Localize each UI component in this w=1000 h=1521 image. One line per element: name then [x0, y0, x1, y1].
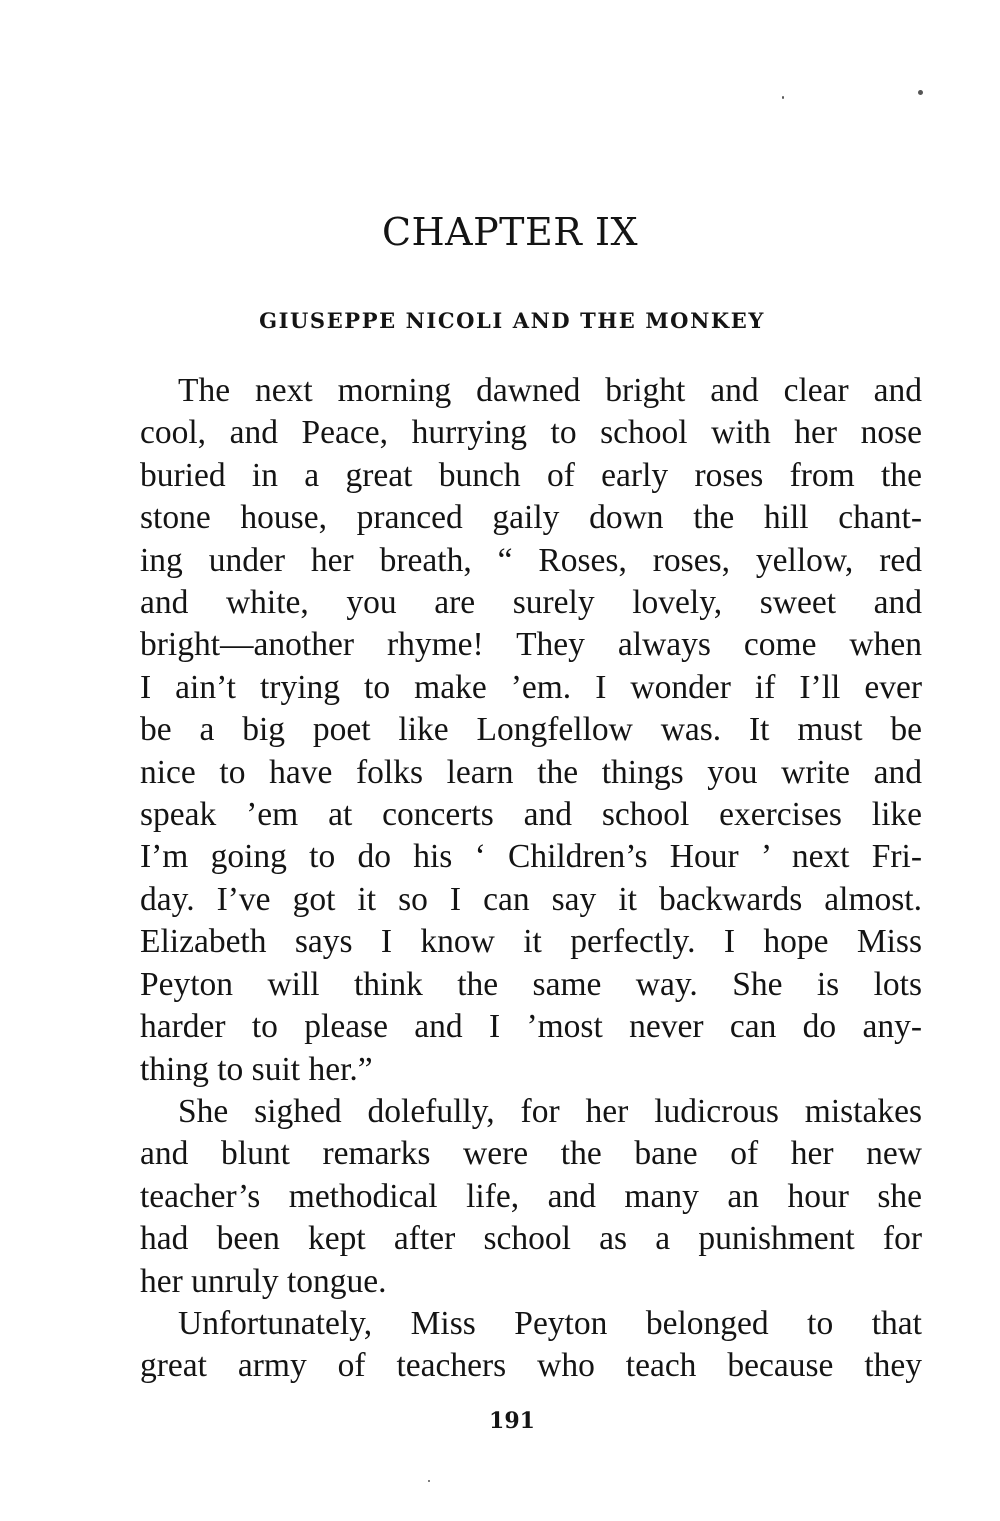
text-line: Peyton will think the same way. She is lots	[140, 965, 922, 1003]
text-line: and blunt remarks were the bane of her new	[140, 1135, 922, 1173]
scan-speck	[782, 96, 784, 99]
text-line: stone house, pranced gaily down the hill chant-	[140, 499, 922, 537]
text-line: her unruly tongue.	[140, 1262, 387, 1300]
scan-speck	[918, 90, 923, 95]
text-line: bright—another rhyme! They always come when	[140, 626, 922, 664]
text-line: harder to please and I ’most never can do any-	[140, 1008, 922, 1046]
text-line: I ain’t trying to make ’em. I wonder if I’ll ever	[140, 668, 922, 706]
text-line: Elizabeth says I know it perfectly. I hope Miss	[140, 923, 922, 961]
text-line: speak ’em at concerts and school exercises like	[140, 796, 922, 834]
text-line: day. I’ve got it so I can say it backwards almost.	[140, 880, 922, 918]
paragraph-3	[102, 1303, 922, 1388]
text-line: I’m going to do his ‘ Children’s Hour ’ next Fri-	[140, 838, 922, 876]
text-line: be a big poet like Longfellow was. It must be	[140, 711, 922, 749]
text-line: great army of teachers who teach because they	[140, 1347, 922, 1385]
text-line: had been kept after school as a punishment for	[140, 1220, 922, 1258]
text-line: cool, and Peace, hurrying to school with her nose	[140, 414, 922, 452]
text-line: and white, you are surely lovely, sweet and	[140, 584, 922, 622]
text-line: ing under her breath, “ Roses, roses, yellow, red	[140, 541, 922, 579]
scan-speck	[428, 1480, 430, 1482]
chapter-subtitle: GIUSEPPE NICOLI AND THE MONKEY	[259, 308, 765, 333]
text-line: She sighed dolefully, for her ludicrous mistakes	[178, 1092, 922, 1130]
text-line: Unfortunately, Miss Peyton belonged to that	[178, 1304, 922, 1342]
text-line: teacher’s methodical life, and many an hour she	[140, 1177, 922, 1215]
text-line: The next morning dawned bright and clear and	[178, 372, 922, 409]
text-line: buried in a great bunch of early roses from the	[140, 456, 922, 494]
page-number: 191	[489, 1408, 535, 1434]
text-line: thing to suit her.”	[140, 1050, 373, 1088]
body-text	[102, 370, 922, 1388]
chapter-title: CHAPTER IX	[381, 210, 639, 254]
text-line: nice to have folks learn the things you write and	[140, 753, 922, 791]
paragraph-2	[102, 1091, 922, 1303]
paragraph-1	[102, 370, 922, 1091]
